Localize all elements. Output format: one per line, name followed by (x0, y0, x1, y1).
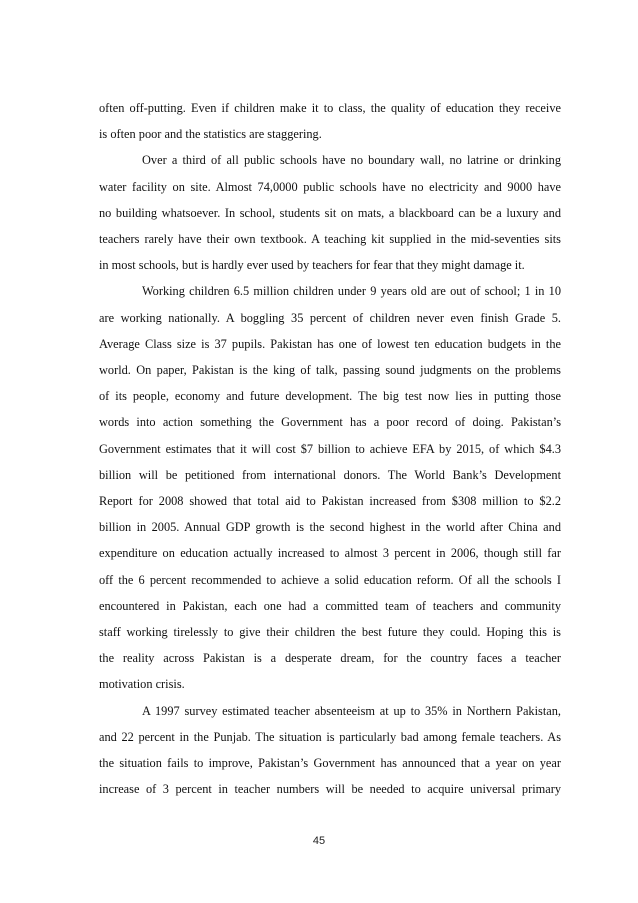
text-line: is often poor and the statistics are staggering. (99, 127, 322, 142)
text-line: of its people, economy and future development. The big test now lies in putting those (99, 389, 561, 404)
text-line: Report for 2008 showed that total aid to Pakistan increased from $308 million to $2.2 (99, 494, 561, 509)
text-line: billion will be petitioned from international donors. The World Bank’s Development (99, 467, 561, 482)
text-line: staff working tirelessly to give their children the best future they could. Hoping this is (99, 625, 561, 640)
text-line: billion in 2005. Annual GDP growth is the second highest in the world after China and (99, 520, 561, 535)
paragraph (99, 147, 561, 278)
paragraph (99, 278, 561, 697)
text-line: words into action something the Government has a poor record of doing. Pakistan’s (99, 415, 561, 430)
text-line: Average Class size is 37 pupils. Pakistan has one of lowest ten education budgets in the (99, 336, 561, 351)
text-line: off the 6 percent recommended to achieve a solid education reform. Of all the schools I (99, 572, 561, 587)
text-line: no building whatsoever. In school, students sit on mats, a blackboard can be a luxury and (99, 205, 561, 220)
body-text (99, 95, 561, 802)
page-number: 45 (312, 835, 326, 847)
text-line: increase of 3 percent in teacher numbers will be needed to acquire universal primary (99, 782, 561, 797)
text-line: are working nationally. A boggling 35 percent of children never even finish Grade 5. (99, 310, 561, 325)
text-line: often off-putting. Even if children make it to class, the quality of education they receive (99, 101, 561, 115)
text-line: Over a third of all public schools have no boundary wall, no latrine or drinking (142, 153, 561, 168)
text-line: A 1997 survey estimated teacher absenteeism at up to 35% in Northern Pakistan, (142, 703, 561, 718)
text-line: world. On paper, Pakistan is the king of talk, passing sound judgments on the problems (99, 363, 561, 378)
paragraph (99, 95, 561, 147)
text-line: expenditure on education actually increased to almost 3 percent in 2006, though still far (99, 546, 561, 561)
text-line: Government estimates that it will cost $7 billion to achieve EFA by 2015, of which $4.3 (99, 441, 561, 456)
text-line: the situation fails to improve, Pakistan’s Government has announced that a year on year (99, 756, 561, 771)
text-line: water facility on site. Almost 74,0000 public schools have no electricity and 9000 have (99, 179, 561, 194)
paragraph (99, 698, 561, 803)
text-line: teachers rarely have their own textbook. A teaching kit supplied in the mid-seventies sits (99, 232, 561, 247)
text-line: Working children 6.5 million children under 9 years old are out of school; 1 in 10 (142, 284, 561, 299)
text-line: encountered in Pakistan, each one had a committed team of teachers and community (99, 598, 561, 613)
text-line: the reality across Pakistan is a desperate dream, for the country faces a teacher (99, 651, 561, 666)
text-line: motivation crisis. (99, 677, 185, 692)
text-line: in most schools, but is hardly ever used by teachers for fear that they might damage it. (99, 258, 525, 273)
text-line: and 22 percent in the Punjab. The situation is particularly bad among female teachers. As (99, 729, 561, 744)
